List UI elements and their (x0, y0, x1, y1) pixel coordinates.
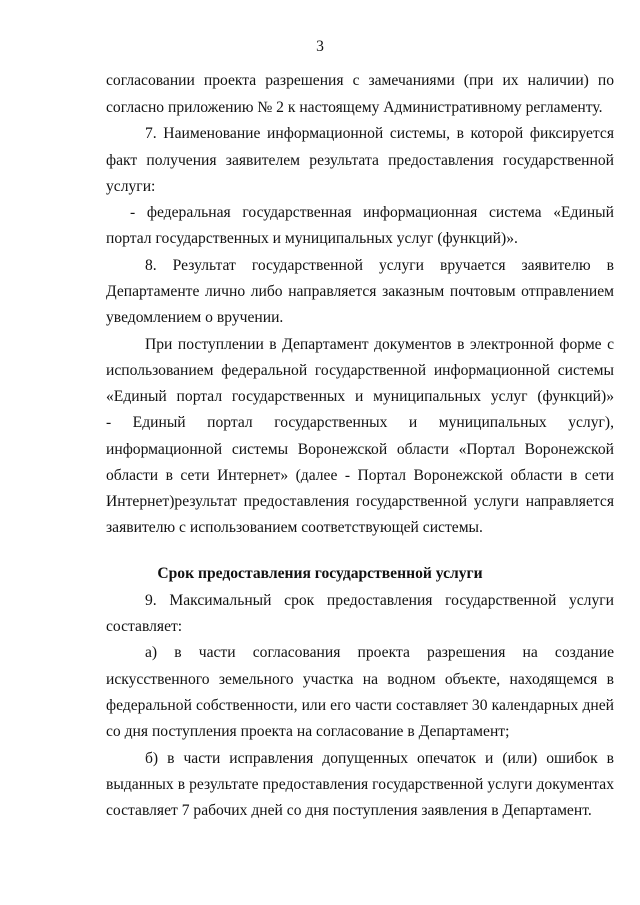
text-line: 7. Наименование информационной системы, в которой фиксируется (145, 125, 614, 142)
text-line: составляет: (106, 618, 183, 635)
text-line: а) в части согласования проекта разрешения на создание (145, 644, 614, 661)
text-line: выданных в результате предоставления государственной услуги документах (106, 776, 614, 793)
text-line: - Единый портал государственных и муниципальных услуг), (106, 414, 614, 431)
text-line: услуги: (106, 178, 156, 195)
text-line: федеральной собственности, или его части составляет 30 календарных дней (106, 697, 614, 714)
text-line: 8. Результат государственной услуги вручается заявителю в (145, 257, 614, 274)
text-line: области в сети Интернет» (далее - Портал Воронежской области в сети (106, 467, 614, 484)
text-line: согласовании проекта разрешения с замечаниями (при их наличии) по (106, 72, 614, 89)
text-line: факт получения заявителем результата предоставления государственной (106, 152, 614, 169)
text-line: со дня поступления проекта на согласование в Департамент; (106, 723, 510, 740)
text-line: При поступлении в Департамент документов в электронной форме с (145, 336, 614, 353)
page-number: 3 (316, 38, 324, 55)
text-line: Департаменте лично либо направляется заказным почтовым отправлением (106, 283, 614, 300)
section-heading: Срок предоставления государственной услуги (157, 565, 483, 582)
text-line: портал государственных и муниципальных услуг (функций)». (106, 230, 518, 247)
text-line: Интернет)результат предоставления государственной услуги направляется (106, 493, 614, 510)
text-line: информационной системы Воронежской области «Портал Воронежской (106, 441, 614, 458)
text-line: использованием федеральной государственной информационной системы (106, 362, 614, 379)
text-line: заявителю с использованием соответствующей системы. (106, 519, 483, 536)
text-line: составляет 7 рабочих дней со дня поступления заявления в Департамент. (106, 802, 592, 819)
text-line: «Единый портал государственных и муниципальных услуг (функций)» (106, 388, 614, 405)
text-line: - федеральная государственная информационная система «Единый (130, 204, 614, 221)
text-line: уведомлением о вручении. (106, 309, 284, 326)
text-line: б) в части исправления допущенных опечаток и (или) ошибок в (145, 750, 614, 767)
text-line: искусственного земельного участка на водном объекте, находящемся в (106, 671, 614, 688)
text-line: согласно приложению № 2 к настоящему Административному регламенту. (106, 99, 603, 116)
text-line: 9. Максимальный срок предоставления государственной услуги (145, 592, 614, 609)
